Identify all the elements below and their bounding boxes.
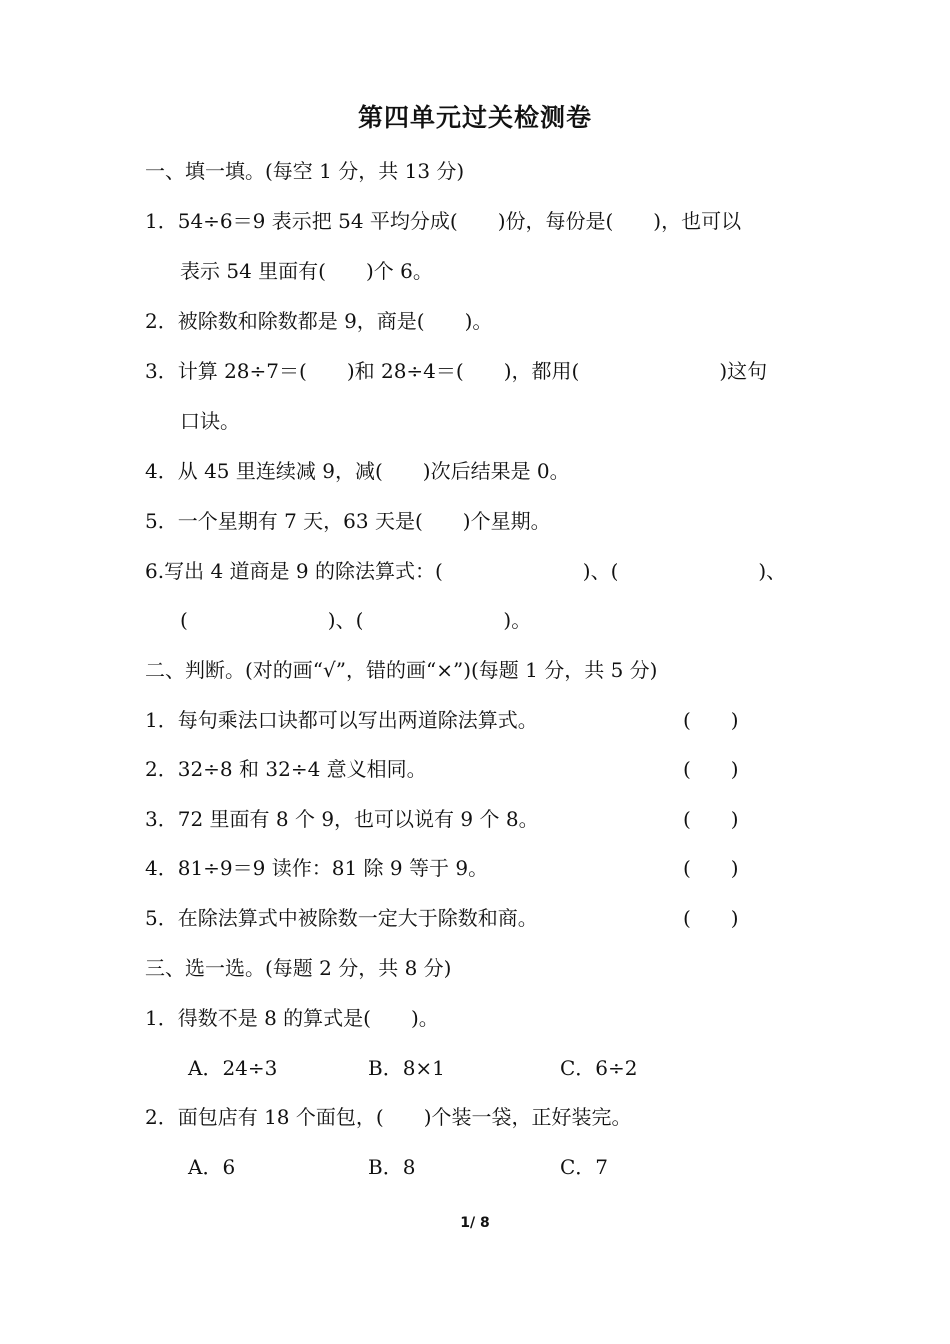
section2-heading: 二、判断。(对的画“√”，错的画“×”)(每题 1 分，共 5 分)	[145, 658, 658, 682]
s1-q4: 4．从 45 里连续减 9，减( )次后结果是 0。	[145, 459, 570, 483]
page-number: 1/ 8	[460, 1215, 490, 1231]
s1-q1-line1: 1．54÷6＝9 表示把 54 平均分成( )份，每份是( )，也可以	[145, 209, 742, 233]
judge-answer-blank: ( )	[683, 757, 739, 781]
s1-q3-line1: 3．计算 28÷7＝( )和 28÷4＝( )，都用( )这句	[145, 359, 768, 383]
s1-q6-line1: 6.写出 4 道商是 9 的除法算式：( )、( )、	[145, 559, 787, 583]
judge-answer-blank: ( )	[683, 708, 739, 732]
s3-q1-option-c: C．6÷2	[560, 1056, 638, 1080]
s3-q2-text: 2．面包店有 18 个面包，( )个装一袋，正好装完。	[145, 1105, 632, 1129]
judge-answer-blank: ( )	[683, 807, 739, 831]
s1-q2: 2．被除数和除数都是 9，商是( )。	[145, 309, 493, 333]
s1-q3-line2: 口诀。	[180, 409, 240, 433]
s1-q1-line2: 表示 54 里面有( )个 6。	[180, 259, 433, 283]
judge-item-text: 2．32÷8 和 32÷4 意义相同。	[145, 757, 427, 781]
s3-q2-option-a: A．6	[188, 1155, 236, 1179]
s3-q2-option-c: C．7	[560, 1155, 609, 1179]
s1-q5: 5．一个星期有 7 天，63 天是( )个星期。	[145, 509, 551, 533]
judge-item-text: 3．72 里面有 8 个 9，也可以说有 9 个 8。	[145, 807, 539, 831]
judge-answer-blank: ( )	[683, 856, 739, 880]
section3-heading: 三、选一选。(每题 2 分，共 8 分)	[145, 956, 452, 980]
s3-q1-option-b: B．8×1	[368, 1056, 445, 1080]
page-title: 第四单元过关检测卷	[357, 103, 592, 132]
judge-item-text: 1．每句乘法口诀都可以写出两道除法算式。	[145, 708, 538, 732]
judge-item-text: 5．在除法算式中被除数一定大于除数和商。	[145, 906, 538, 930]
s3-q1-option-a: A．24÷3	[188, 1056, 278, 1080]
judge-item-text: 4．81÷9＝9 读作：81 除 9 等于 9。	[145, 856, 489, 880]
s1-q6-line2: ( )、( )。	[180, 608, 532, 632]
section1-heading: 一、填一填。(每空 1 分，共 13 分)	[145, 159, 465, 183]
judge-answer-blank: ( )	[683, 906, 739, 930]
s3-q1-text: 1．得数不是 8 的算式是( )。	[145, 1006, 439, 1030]
s3-q2-option-b: B．8	[368, 1155, 416, 1179]
